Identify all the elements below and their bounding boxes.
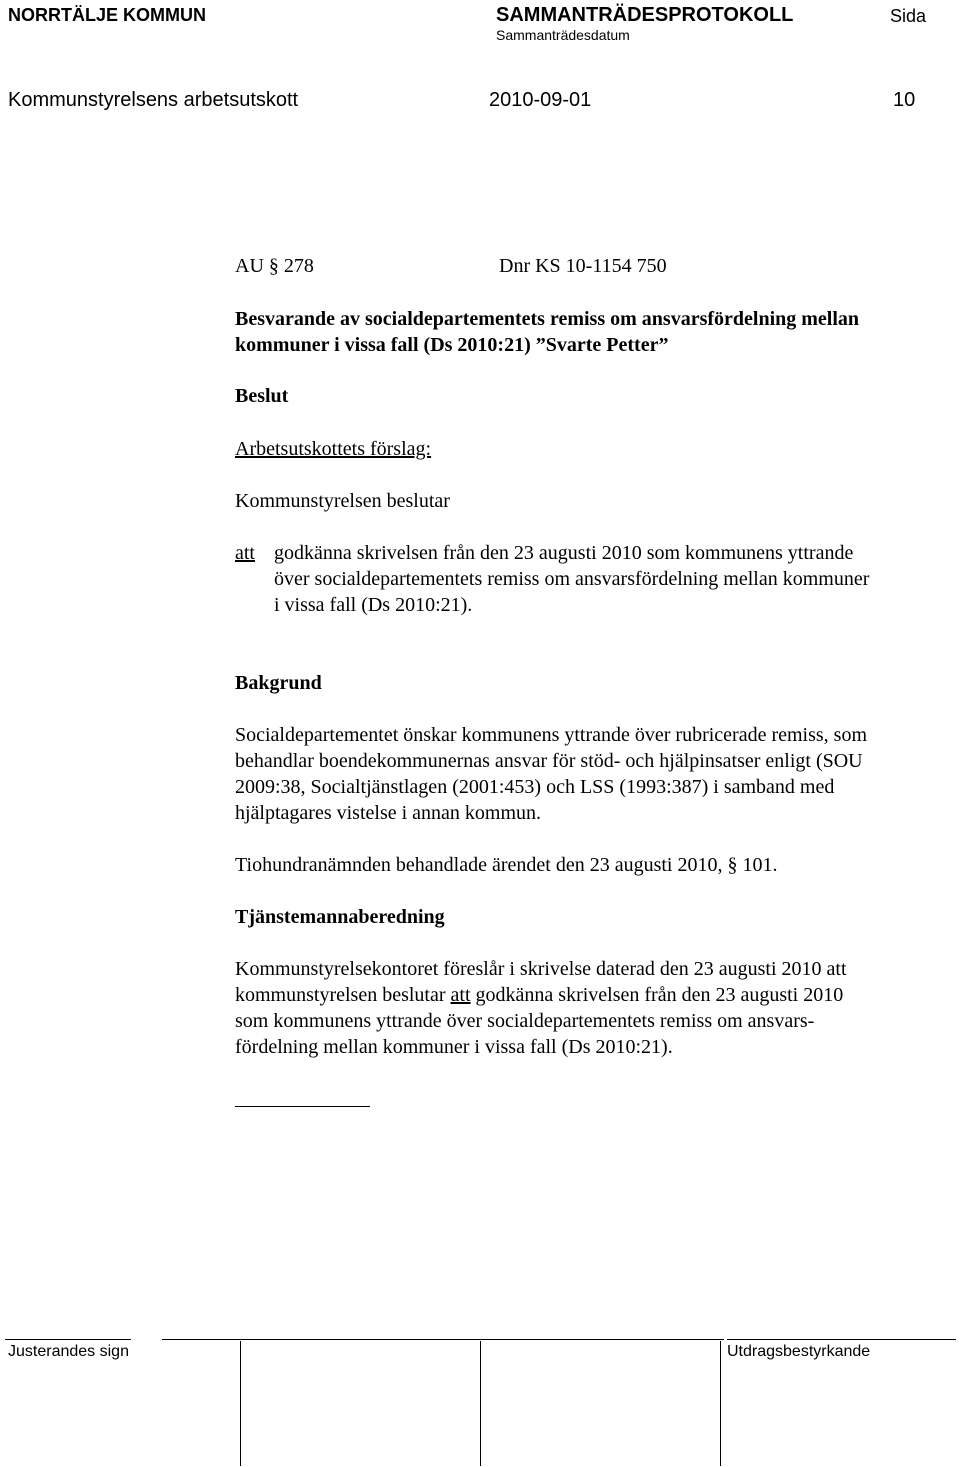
preparation-line-2-pre: kommunstyrelsen beslutar: [235, 984, 451, 1006]
extract-label: Utdragsbestyrkande: [727, 1343, 871, 1360]
background-p1-line-4: hjälptagares vistelse i annan kommun.: [235, 802, 542, 824]
background-heading: Bakgrund: [235, 672, 322, 694]
date-label: Sammanträdesdatum: [496, 27, 630, 43]
footer-rule-1: [5, 1339, 131, 1340]
decision-line-2: över socialdepartementets remiss om ansvarsfördelning mellan kommuner: [274, 568, 870, 590]
preparation-line-2: [235, 982, 843, 1008]
section-separator: [235, 1106, 370, 1107]
footer: [0, 1339, 960, 1467]
decision-line-3: i vissa fall (Ds 2010:21).: [274, 594, 473, 616]
preparation-line-3: som kommunens yttrande över socialdepartementets remiss om ansvars-: [235, 1010, 815, 1032]
signature-box-divider-3: [720, 1341, 721, 1466]
signature-box-divider-2: [480, 1341, 481, 1466]
preparation-line-2-post: godkänna skrivelsen från den 23 augusti 2010: [470, 984, 844, 1006]
case-title-line-1: Besvarande av socialdepartementets remiss om ansvarsfördelning mellan: [235, 308, 860, 330]
case-title-line-2: kommuner i vissa fall (Ds 2010:21) ”Svarte Petter”: [235, 334, 669, 356]
decision-heading: Beslut: [235, 385, 289, 407]
preparation-line-1: Kommunstyrelsekontoret föreslår i skrivelse daterad den 23 augusti 2010 att: [235, 958, 847, 980]
att-label: att: [235, 542, 255, 564]
decision-line-1: godkänna skrivelsen från den 23 augusti 2010 som kommunens yttrande: [274, 542, 854, 564]
meeting-body: Kommunstyrelsens arbetsutskott: [8, 89, 299, 111]
background-p1-line-1: Socialdepartementet önskar kommunens yttrande över rubricerade remiss, som: [235, 724, 868, 746]
preparation-att: att: [450, 984, 471, 1006]
meeting-date: 2010-09-01: [489, 89, 592, 111]
page-label: Sida: [890, 6, 927, 26]
page-number: 10: [893, 89, 916, 111]
decision-intro: Kommunstyrelsen beslutar: [235, 490, 450, 512]
background-p1-line-3: 2009:38, Socialtjänstlagen (2001:453) och LSS (1993:387) i samband med: [235, 776, 835, 798]
preparation-heading: Tjänstemannaberedning: [235, 906, 445, 928]
background-p2: Tiohundranämnden behandlade ärendet den 23 augusti 2010, § 101.: [235, 854, 778, 876]
municipality-name: NORRTÄLJE KOMMUN: [8, 5, 206, 25]
document-type: SAMMANTRÄDESPROTOKOLL: [496, 4, 794, 26]
proposal-label: Arbetsutskottets förslag:: [235, 438, 432, 460]
signature-box-divider-1: [240, 1341, 241, 1466]
footer-rule-3: [727, 1339, 956, 1340]
footer-rule-2: [162, 1339, 724, 1340]
sign-label: Justerandes sign: [8, 1343, 129, 1360]
background-p1-line-2: behandlar boendekommunernas ansvar för stöd- och hjälpinsatser enligt (SOU: [235, 750, 863, 772]
preparation-line-4: fördelning mellan kommuner i vissa fall (Ds 2010:21).: [235, 1036, 673, 1058]
au-number: AU § 278: [235, 255, 314, 277]
dnr: Dnr KS 10-1154 750: [499, 255, 667, 277]
